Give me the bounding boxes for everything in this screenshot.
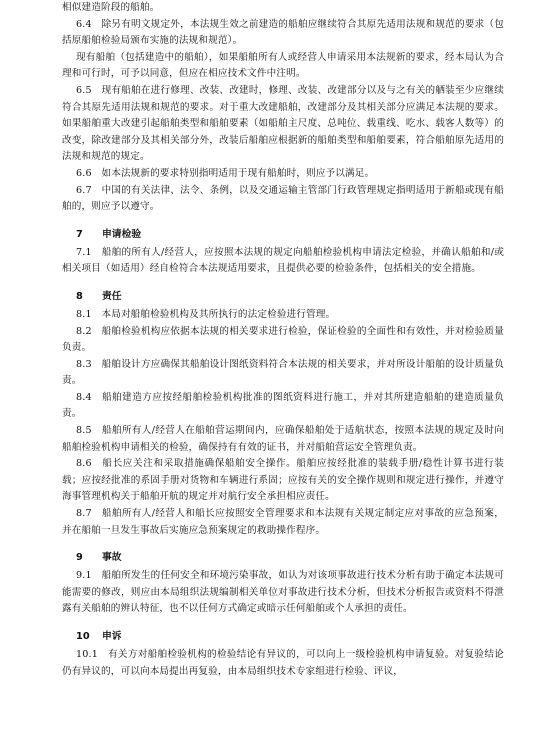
para-7-1: 7.1 船舶的所有人/经营人，应按照本法规的规定向船舶检验机构申请法定检验，并确认船舶和/或相关项目（如适用）经自检符合本法规适用要求，且提供必要的检验条件，包括相关的安全措施。 [62,246,504,275]
para-6-6: 6.6 如本法规新的要求特别指明适用于现有船舶时，则应予以满足。 [76,167,375,179]
section-title: 责任 [102,290,122,302]
para-6-4: 6.4 除另有明文规定外，本法规生效之前建造的船舶应继续符合其原先适用法规和规范的要求（包括原船舶检验局颁布实施的法规和规范）。 [62,18,504,47]
para-8-6: 8.6 船长应关注和采取措施确保船舶安全操作。船舶应按经批准的装载手册/稳性计算书进行装载；应按经批准的系固手册对货物和车辆进行系固；应按有关的安全操作规则和规定进行操作，并遵守海事管理机构关于船舶开航的规定并对航行安全承担相应责任。 [62,458,504,503]
para-9-1: 9.1 船舶所发生的任何安全和环境污染事故，如认为对该项事故进行技术分析有助于确定本法规可能需要的修改，则应由本局组织法规编制相关单位对事故进行技术分析，但技术分析报告或资料不得泄露有关船舶的辨认特征，也不以任何方式确定或暗示任何船舶或个人承担的责任。 [62,570,504,615]
section-heading-8 [76,289,504,305]
para-10-1: 10.1 有关方对船舶检验机构的检验结论有异议的，可以向上一级检验机构申请复验。对复验结论仍有异议的，可以向本局提出再复验，由本局组织技术专家组进行检验、评议， [62,649,504,677]
section-title: 申请检验 [102,228,142,240]
para-8-4: 8.4 船舶建造方应按经船舶检验机构批准的图纸资料进行施工，并对其所建造船舶的建造质量负责。 [62,391,504,420]
para-6-7: 6.7 中国的有关法律、法令、条例，以及交通运输主管部门行政管理规定指明适用于新船或现有船舶的，则应予以遵守。 [62,184,504,213]
section-number: 9 [76,552,83,564]
para-6-5: 6.5 现有船舶在进行修理、改装、改建时，修理、改装、改建部分以及与之有关的舾装至少应继续符合其原先适用法规和规范的要求。对于重大改建船舶，改建部分及其相关部分应满足本法规的要求。如果船舶重大改建引起船舶类型和船舶要素（如船舶主尺度、总吨位、载重线、吃水、载客人数等）的改变，除改建部分及其相关部分外，改装后船舶应根据新的船舶类型和船舶要素，符合船舶原先适用的法规和规范的规定。 [62,84,504,163]
section-number: 8 [76,290,83,302]
section-heading-10 [76,629,504,645]
section-heading-7 [76,227,504,243]
section-number: 10 [76,631,90,642]
section-heading-9 [76,550,504,566]
para-8-3: 8.3 船舶设计方应确保其船舶设计图纸资料符合本法规的相关要求，并对所设计船舶的设计质量负责。 [62,358,504,387]
para-existing-ships: 现有船舶（包括建造中的船舶），如果船舶所有人或经营人申请采用本法规新的要求，经本局认为合理和可行时，可予以同意，但应在相应技术文件中注明。 [62,51,504,80]
para-8-7: 8.7 船舶所有人/经营人和船长应按照安全管理要求和本法规有关规定制定应对事故的应急预案，并在船舶一旦发生事故后实施应急预案规定的救助操作程序。 [62,508,504,536]
section-number: 7 [76,228,83,240]
para-8-2: 8.2 船舶检验机构应依据本法规的相关要求进行检验，保证检验的全面性和有效性，并对检验质量负责。 [62,325,504,354]
para-continuation: 相似建造阶段的船舶。 [62,2,160,13]
section-title: 事故 [102,552,122,564]
para-8-1: 8.1 本局对船舶检验机构及其所执行的法定检验进行管理。 [76,308,336,320]
section-title: 申诉 [102,631,122,642]
para-8-5: 8.5 船舶所有人/经营人在船舶营运期间内，应确保船舶处于适航状态，按照本法规的规定及时向船舶检验机构申请相关的检验，确保持有有效的证书，并对船舶营运安全管理负责。 [62,425,504,453]
